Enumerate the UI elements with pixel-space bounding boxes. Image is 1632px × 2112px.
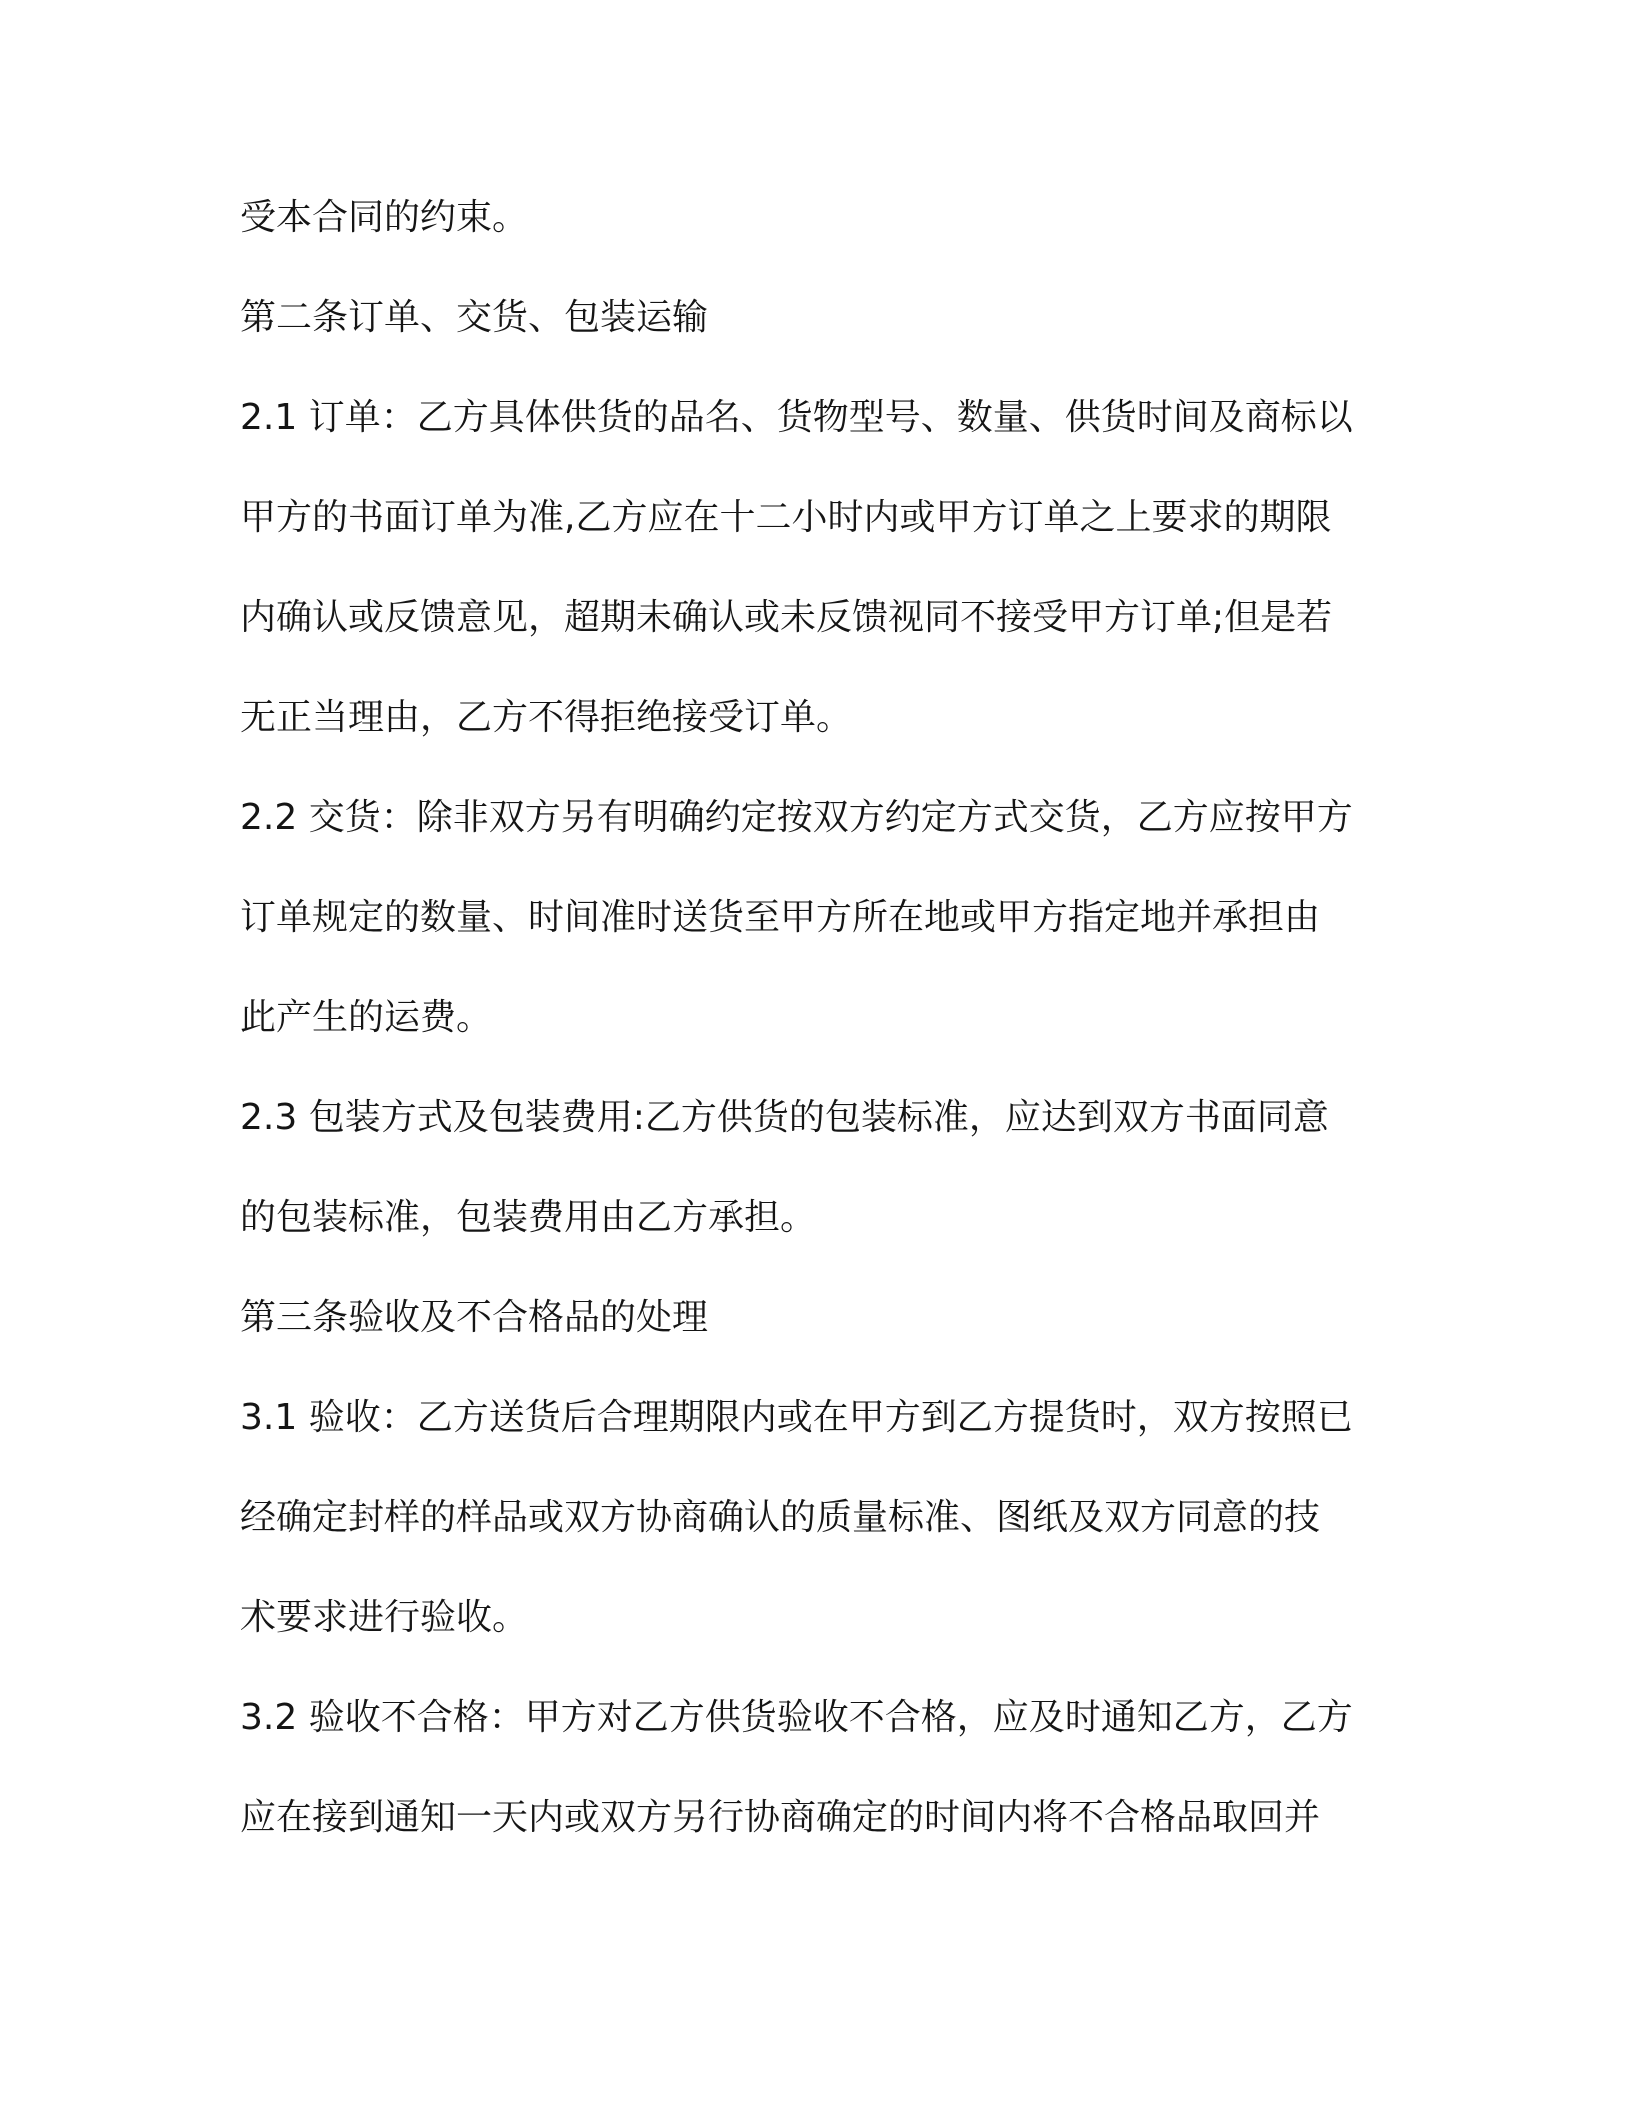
text-line: 应在接到通知一天内或双方另行协商确定的时间内将不合格品取回并 <box>240 1797 1321 1838</box>
text-line: 2.1 订单：乙方具体供货的品名、货物型号、数量、供货时间及商标以 <box>240 397 1353 438</box>
text-line: 2.3 包装方式及包装费用:乙方供货的包装标准，应达到双方书面同意 <box>240 1097 1329 1138</box>
text-line: 术要求进行验收。 <box>240 1597 529 1638</box>
text-line: 2.2 交货：除非双方另有明确约定按双方约定方式交货，乙方应按甲方 <box>240 797 1353 838</box>
text-line: 甲方的书面订单为准,乙方应在十二小时内或甲方订单之上要求的期限 <box>240 497 1332 538</box>
text-line: 经确定封样的样品或双方协商确认的质量标准、图纸及双方同意的技 <box>240 1497 1321 1538</box>
text-line: 此产生的运费。 <box>240 997 493 1038</box>
text-line: 无正当理由，乙方不得拒绝接受订单。 <box>240 697 853 738</box>
text-line: 内确认或反馈意见，超期未确认或未反馈视同不接受甲方订单;但是若 <box>240 597 1333 638</box>
section-heading: 第三条验收及不合格品的处理 <box>240 1297 709 1338</box>
text-line: 订单规定的数量、时间准时送货至甲方所在地或甲方指定地并承担由 <box>240 897 1321 938</box>
text-line: 受本合同的约束。 <box>240 197 529 238</box>
text-line: 的包装标准，包装费用由乙方承担。 <box>240 1197 817 1238</box>
text-line: 3.2 验收不合格：甲方对乙方供货验收不合格，应及时通知乙方，乙方 <box>240 1697 1353 1738</box>
section-heading: 第二条订单、交货、包装运输 <box>240 297 709 338</box>
text-line: 3.1 验收：乙方送货后合理期限内或在甲方到乙方提货时，双方按照已 <box>240 1397 1353 1438</box>
